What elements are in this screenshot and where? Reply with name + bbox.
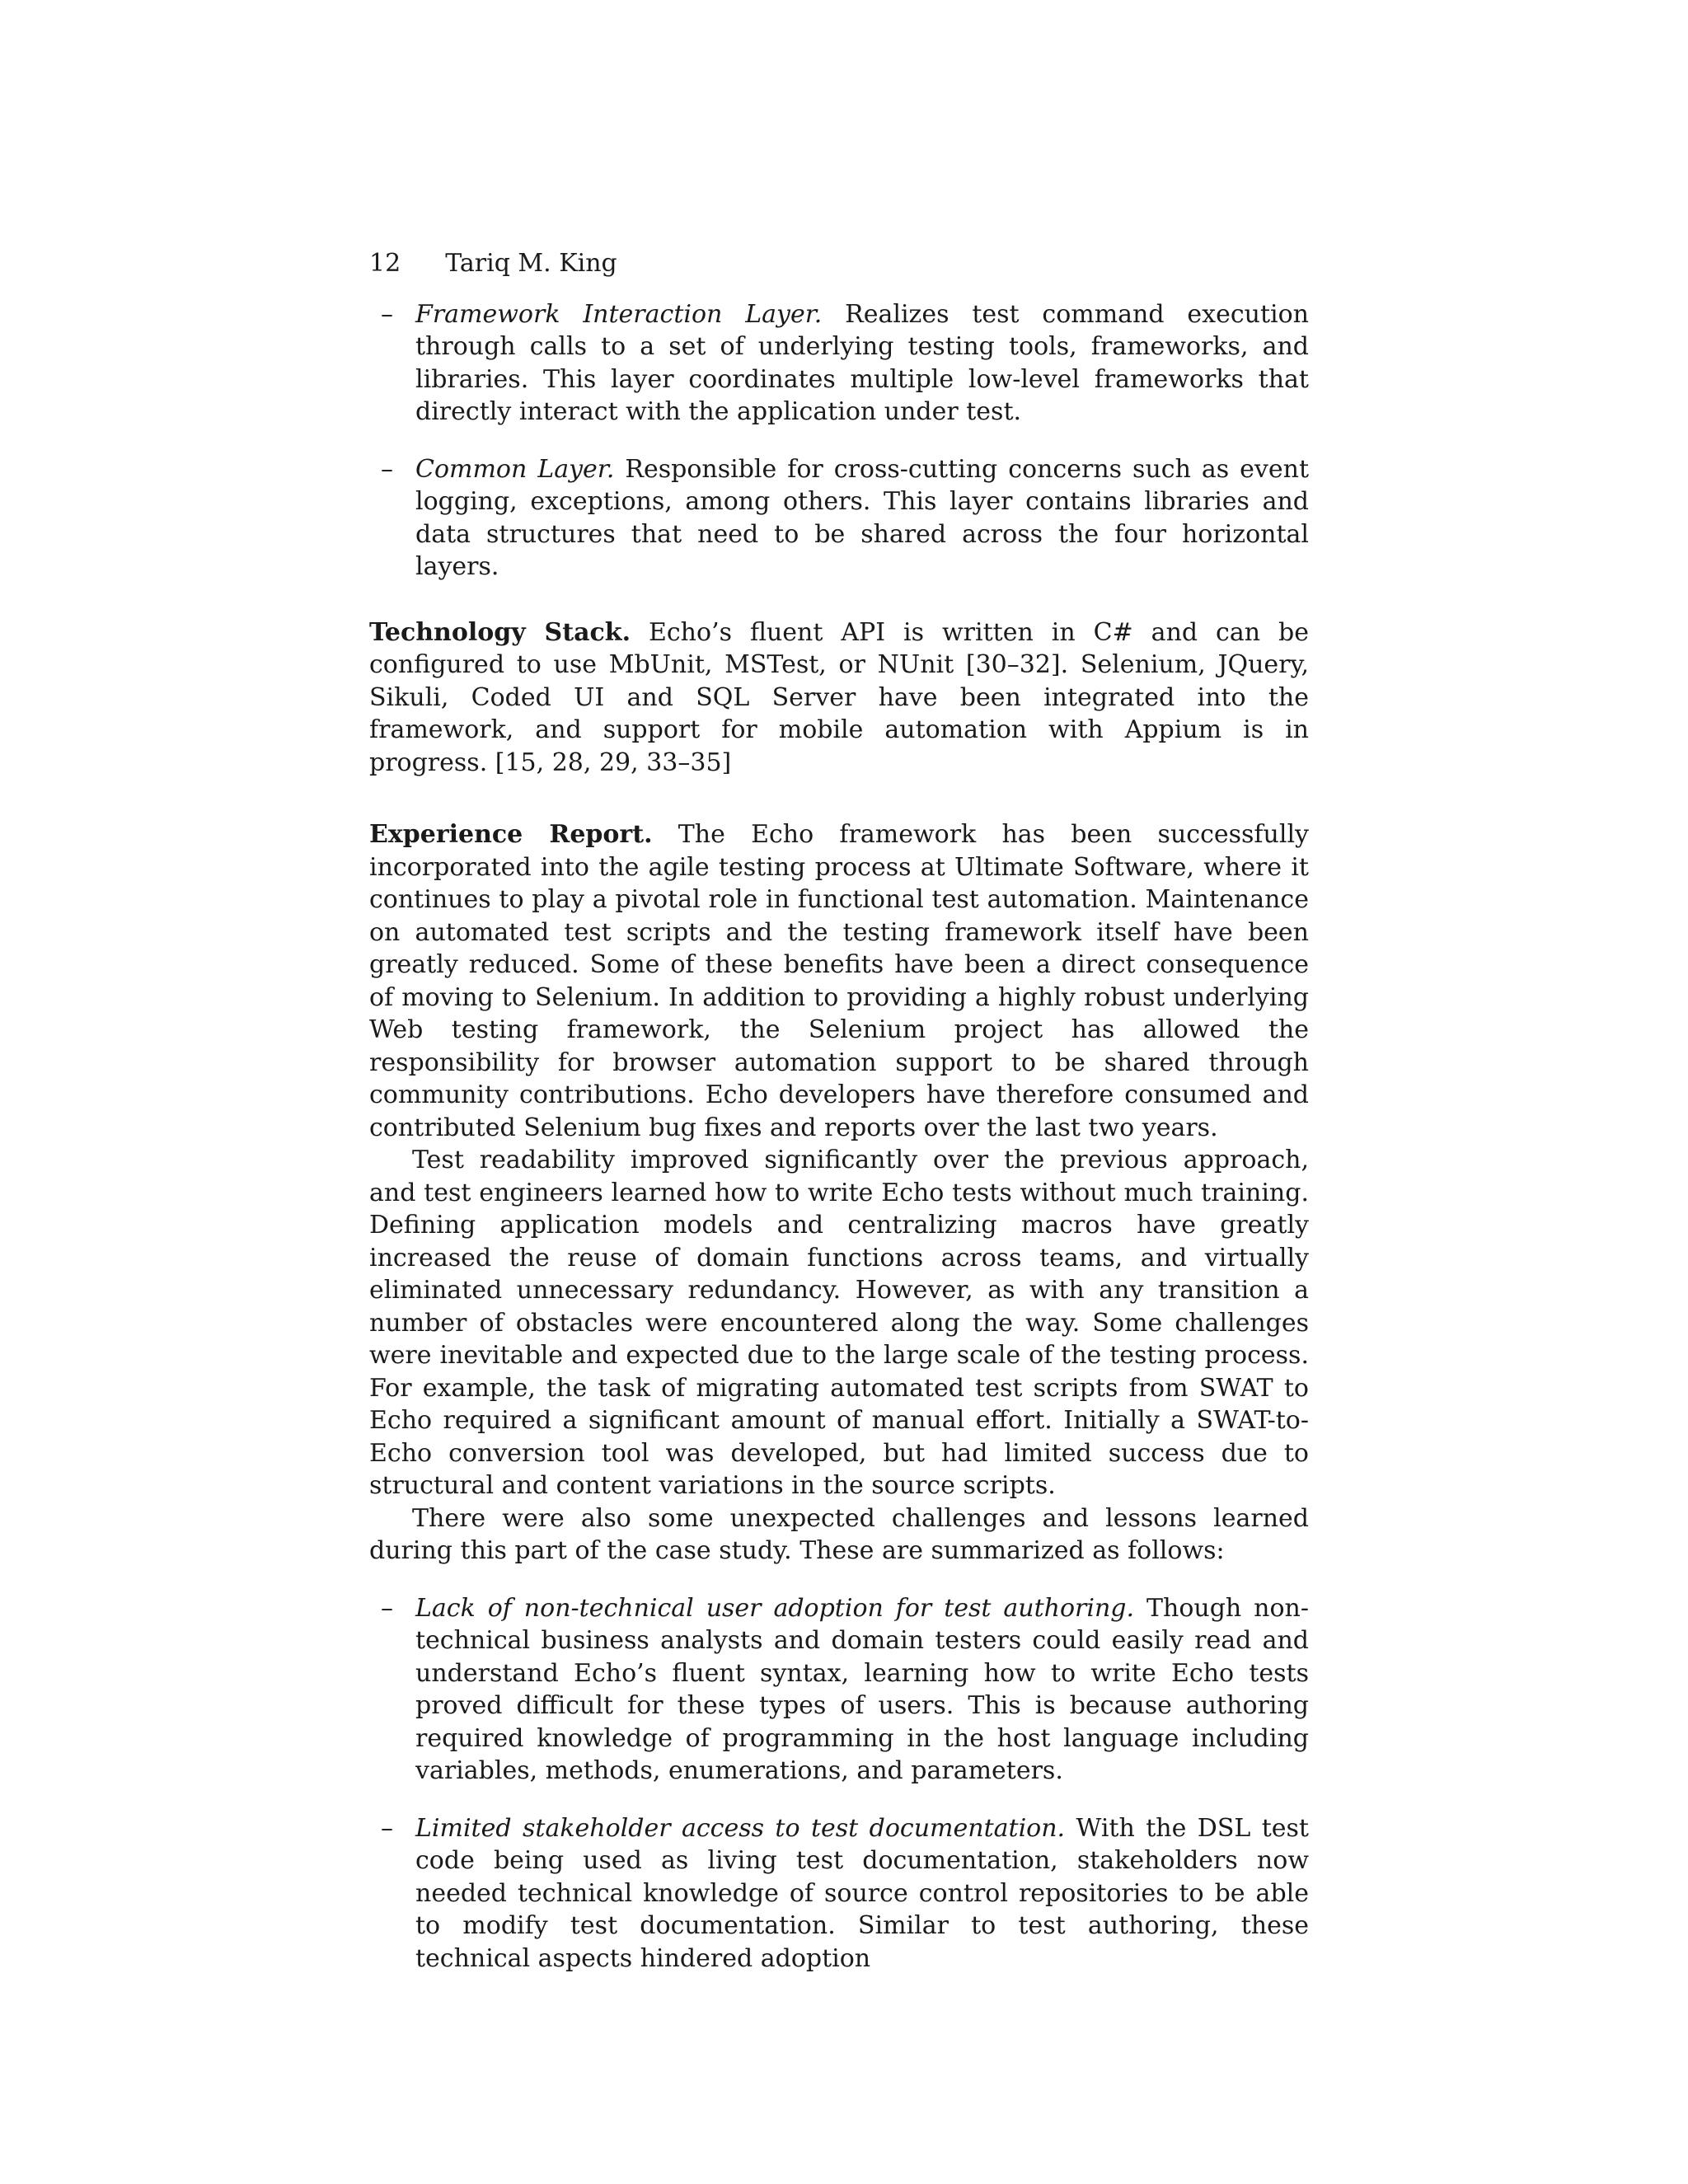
- experience-report-paragraph: [369, 818, 1309, 1144]
- body-paragraph: Test readability improved significantly over the previous approach, and test engineers learned how to write Echo tests without much training. Defining application models and centralizing macros have greatly increased the reuse of domain functions across teams, and virtually eliminated unnecessary redundancy. However, as with any transition a number of obstacles were encountered along the way. Some challenges were inevitable and expected due to the large scale of the testing process. For example, the task of migrating automated test scripts from SWAT to Echo required a significant amount of manual effort. Initially a SWAT-to-Echo conversion tool was developed, but had limited success due to structural and content variations in the source scripts.: [369, 1146, 1309, 1500]
- running-header: [369, 247, 1309, 280]
- experience-report-heading: Experience Report.: [369, 820, 653, 849]
- list-item: – Limited stakeholder access to test documentation. With the DSL test code being used as living test documentation, stakeholders now needed technical knowledge of source control repositories to be able to modify test documentation. Similar to test authoring, these technical aspects hindered adoption: [381, 1813, 1309, 1973]
- list-item-heading: Framework Interaction Layer.: [415, 299, 823, 329]
- list-item-text: Realizes test command execution through calls to a set of underlying testing tools, frameworks, and libraries. This layer coordinates multiple low-level frameworks that directly interact with the application under test.: [415, 299, 1309, 426]
- list-item: – Common Layer. Responsible for cross-cutting concerns such as event logging, exceptions, among others. This layer contains libraries and data structures that need to be shared across the four horizontal layers.: [381, 454, 1309, 581]
- page-content: [369, 247, 1309, 1999]
- technology-stack-heading: Technology Stack.: [369, 617, 631, 647]
- technology-stack-text: Echo’s fluent API is written in C# and can be configured to use MbUnit, MSTest, or NUnit [30–32]. Selenium, JQuery, Sikuli, Coded UI and SQL Server have been integrated into the framework, and support for mobile automation with Appium is in progress. [15, 28, 29, 33–35]: [369, 617, 1309, 777]
- list-item-heading: Limited stakeholder access to test documentation.: [415, 1813, 1066, 1843]
- lessons-list: [369, 1592, 1309, 1975]
- running-author: Tariq M. King: [445, 249, 617, 278]
- experience-report-text: The Echo framework has been successfully incorporated into the agile testing process at Ultimate Software, where it continues to play a pivotal role in functional test automation. Maintenance on automated test scripts and the testing framework itself have been greatly reduced. Some of these benefits have been a direct consequence of moving to Selenium. In addition to providing a highly robust underlying Web testing framework, the Selenium project has allowed the responsibility for browser automation support to be shared through community contributions. Echo developers have therefore consumed and contributed Selenium bug fixes and reports over the last two years.: [369, 820, 1309, 1142]
- page-number: 12: [369, 249, 401, 278]
- list-item-heading: Common Layer.: [415, 454, 615, 484]
- list-item-text: Though non-technical business analysts and domain testers could easily read and understand Echo’s fluent syntax, learning how to write Echo tests proved difficult for these types of users. This is because authoring required knowledge of programming in the host language including variables, methods, enumerations, and parameters.: [415, 1593, 1309, 1785]
- list-item: – Framework Interaction Layer. Realizes test command execution through calls to a set of underlying testing tools, frameworks, and libraries. This layer coordinates multiple low-level frameworks that directly interact with the application under test.: [381, 299, 1309, 426]
- technology-stack-paragraph: [369, 616, 1309, 780]
- layer-list: [369, 298, 1309, 583]
- body-paragraph: There were also some unexpected challenges and lessons learned during this part of the case study. These are summarized as follows:: [369, 1503, 1309, 1565]
- list-item-text: With the DSL test code being used as living test documentation, stakeholders now needed technical knowledge of source control repositories to be able to modify test documentation. Similar to test authoring, these technical aspects hindered adoption: [415, 1813, 1309, 1973]
- list-item-heading: Lack of non-technical user adoption for test authoring.: [415, 1593, 1135, 1623]
- list-item: – Lack of non-technical user adoption for test authoring. Though non-technical business analysts and domain testers could easily read and understand Echo’s fluent syntax, learning how to write Echo tests proved difficult for these types of users. This is because authoring required knowledge of programming in the host language including variables, methods, enumerations, and parameters.: [381, 1593, 1309, 1785]
- list-item-text: Responsible for cross-cutting concerns such as event logging, exceptions, among others. This layer contains libraries and data structures that need to be shared across the four horizontal layers.: [415, 454, 1309, 581]
